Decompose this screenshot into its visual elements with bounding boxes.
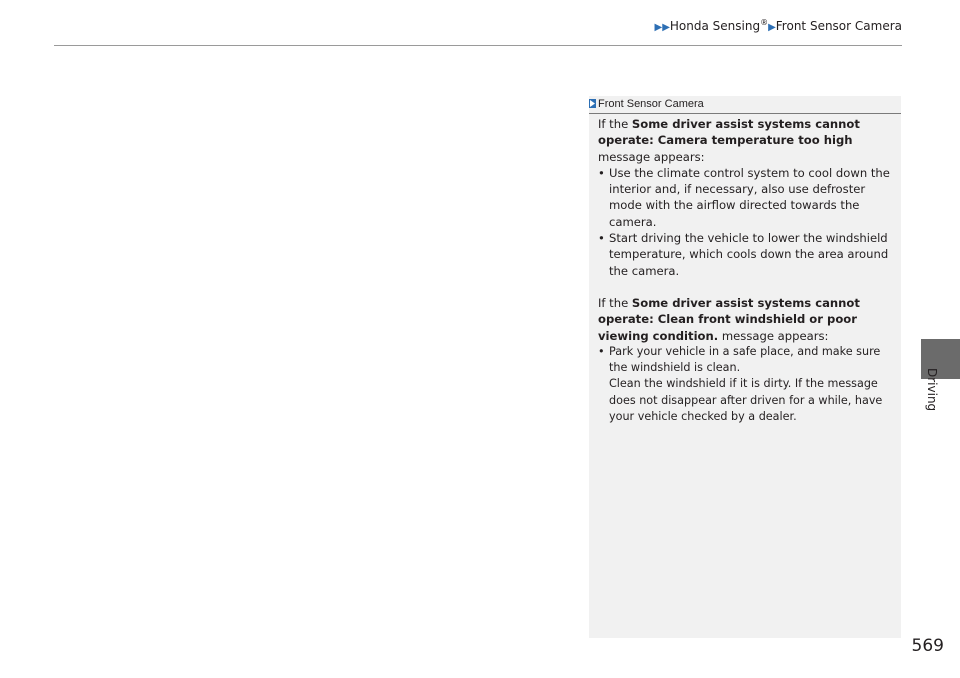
header-rule xyxy=(54,45,902,46)
arrow-right-icon: ▶ xyxy=(768,22,776,33)
list-item-text: Use the climate control system to cool down the interior and, if necessary, also use defroster mode with the airflow directed towards the camera. xyxy=(609,165,890,229)
breadcrumb-honda-sensing: Honda Sensing xyxy=(669,19,761,33)
bullet-icon: • xyxy=(598,231,605,246)
note-title-text: Front Sensor Camera xyxy=(598,98,704,110)
message-windshield: Some driver assist systems cannot operate: Clean front windshield or poor viewing condition. xyxy=(598,295,860,343)
chapter-label xyxy=(927,368,951,424)
spacer xyxy=(598,279,894,295)
paragraph-suffix: message appears: xyxy=(598,149,705,164)
paragraph-suffix: message appears: xyxy=(718,328,829,343)
list-item-text: Park your vehicle in a safe place, and make sure the windshield is clean. xyxy=(609,344,881,375)
list-item xyxy=(598,165,894,230)
breadcrumb-front-sensor-camera: Front Sensor Camera xyxy=(775,19,902,33)
paragraph-prefix: If the xyxy=(598,117,632,131)
paragraph-prefix: If the xyxy=(598,295,632,310)
arrow-right-icon: ▶▶ xyxy=(654,22,670,33)
list-item-text: Start driving the vehicle to lower the windshield temperature, which cools down the area around the camera. xyxy=(609,231,889,278)
reference-icon xyxy=(589,99,596,108)
registered-mark: ® xyxy=(760,18,769,27)
sidebar-note xyxy=(589,96,901,638)
chapter-label-text: Driving xyxy=(925,368,939,412)
note-body xyxy=(598,116,894,425)
breadcrumb xyxy=(0,18,902,33)
list-item xyxy=(598,230,894,279)
bullet-icon: • xyxy=(598,344,605,358)
message-temperature: Some driver assist systems cannot operate: Camera temperature too high xyxy=(598,117,860,148)
paragraph-windshield xyxy=(598,295,894,344)
list-item-text: Clean the windshield if it is dirty. If the message does not disappear after driven for a while, have your vehicle checked by a dealer. xyxy=(609,377,883,424)
page-number: 569 xyxy=(911,636,944,656)
paragraph-temperature xyxy=(598,116,894,165)
bullet-icon: • xyxy=(598,165,605,180)
list-item xyxy=(598,344,894,425)
note-title xyxy=(589,96,901,114)
